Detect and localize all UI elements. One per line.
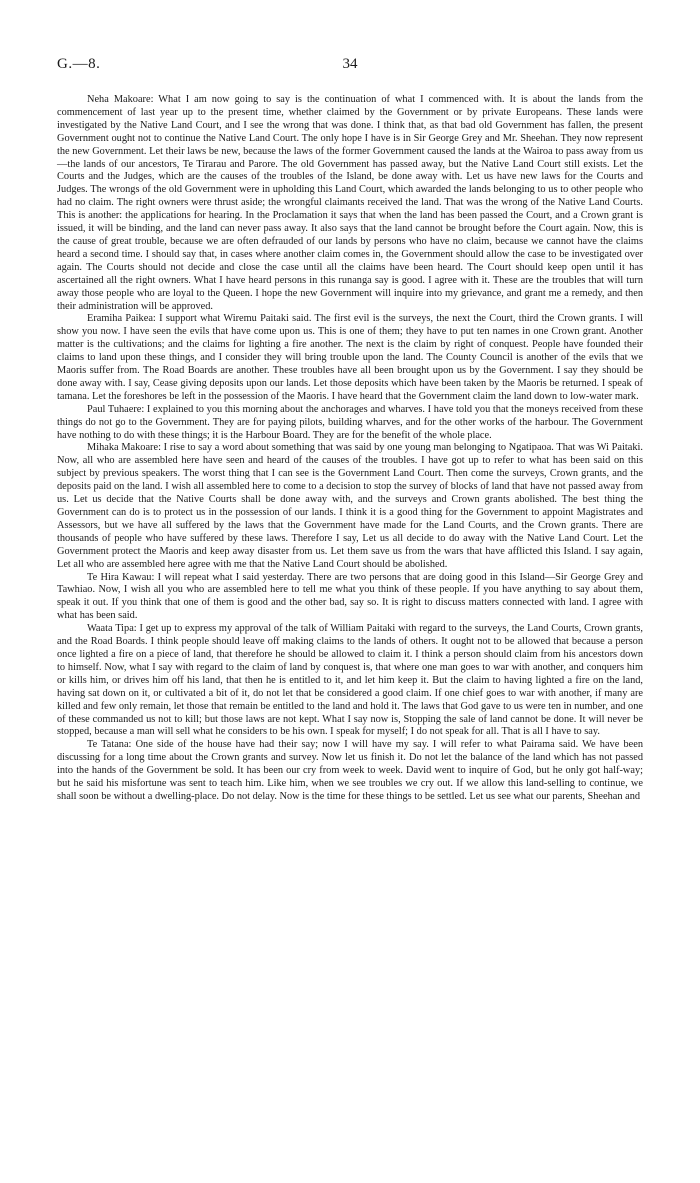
paragraph-neha-makoare: Neha Makoare: What I am now going to say is the continuation of what I commenced with. It is about the lands from the commencement of last year up to the present time, whether claimed by the Government or by private Europeans. These lands were investigated by the Native Land Court, and I see the wrong that was done. I think that, as that bad old Government has fallen, the present Government ought not to continue the Native Land Court. The only hope I have is in Sir George Grey and Mr. Sheehan. They now represent the new Government. Let their laws be new, because the laws of the former Government caused the lands at the Wairoa to pass away from us—the lands of our ancestors, Te Tirarau and Parore. The old Government has passed away, but the Native Land Court still exists. Let the Courts and the Judges, which are the causes of the troubles of the Island, be done away with. Let us have new laws for the Courts and Judges. The wrongs of the old Government were in upholding this Land Court, which awarded the lands belonging to us to other people who had no claim. The right owners were thrust aside; the wrongful claimants received the land. That was the wrong of the Native Land Courts. This is another: the applications for hearing. In the Proclamation it says that when the land has been passed the Court, and a Crown grant is issued, it will be binding, and the land can never pass away. It also says that the land cannot be brought before the Court again. Now, this is the cause of great trouble, because we are often defrauded of our lands by persons who have no claim, because we cannot have the claims heard a second time. I should say that, in cases where another claim comes in, the Government should allow the case to be investigated over again. The Courts should not decide and close the case until all the claims have been heard. The Court should keep open until it has ascertained all the right owners. What I have heard persons in this runanga say is good. I agree with it. These are the troubles that will turn away those people who are loyal to the Queen. I hope the new Government will inquire into my grievance, and grant me a remedy, and then their administration will be approved. [57,94,643,312]
paragraph-paul-tuhaere: Paul Tuhaere: I explained to you this morning about the anchorages and wharves. I have told you that the moneys received from these things do not go to the Government. They are for paying pilots, building wharves, and for the other works of the harbour. The Government have nothing to do with these things; it is the Harbour Board. They are for the benefit of the whole place. [57,403,643,441]
paragraph-mihaka-makoare: Mihaka Makoare: I rise to say a word about something that was said by one young man belonging to Ngatipaoa. That was Wi Paitaki. Now, all who are assembled here have seen and heard of the causes of the troubles. I have got up to refer to what has been said on this subject by previous speakers. The worst thing that I can see is the Government Land Court. Then come the surveys, Crown grants, and the deposits paid on the land. I wish all assembled here to come to a decision to stop the survey of blocks of land that have not passed away from us. Let us decide that the Native Courts shall be done away with, and the surveys and Crown grants abolished. The best thing the Government can do is to protect us in the possession of our lands. I think it is a good thing for the Government to appoint Magistrates and Assessors, but we have all suffered by the laws that the Government have made for the Land Courts, and the Crown grants. There are thousands of people who have suffered by these laws. Therefore I say, Let us all decide to do away with the Native Land Court. Let the Government protect the Maoris and keep away disaster from us. Let them save us from the wars that have afflicted this Island. I say again, Let all who are assembled here agree with me that the Native Land Court should be abolished. [57,442,643,570]
page-header [57,56,643,76]
document-body [57,94,643,804]
document-reference: G.—8. [57,56,101,72]
paragraph-eramiha-paikea: Eramiha Paikea: I support what Wiremu Paitaki said. The first evil is the surveys, the next the Court, third the Crown grants. I will show you now. I have seen the evils that have come upon us. This is one of them; they have to put ten names in one Crown grant. Another matter is the cultivations; and the claims for lighting a fire another. The next is the claim by right of conquest. People have founded their claims to land upon these things, and I consider they will bring trouble upon the land. The County Council is another of the evils that we Maoris suffer from. The Road Boards are another. These troubles have all been brought upon us by the Government. I say they should be done away with. I say, Cease giving deposits upon our lands. Let those deposits which have been taken by the Maoris be returned. I speak of tamana. Let the foreshores be left in the possession of the Maoris. I have heard that the Government claim the land down to low-water mark. [57,313,643,402]
paragraph-waata-tipa: Waata Tipa: I get up to express my approval of the talk of William Paitaki with regard to the surveys, the Land Courts, Crown grants, and the Road Boards. I think people should leave off making claims to the lands of others. It ought not to be allowed that because a person once lighted a fire on a piece of land, that therefore he should be allowed to claim it. I think a person should claim from his ancestors down to himself. Now, what I say with regard to the claim of land by conquest is, that where one man goes to war with another, and conquers him or kills him, or drives him off his land, that then he is entitled to it, and let him keep it. But the claim to having lighted a fire on the land, having sat down on it, or cultivated a bit of it, do not let that be considered a good claim. If one chief goes to war with another, if many are killed and few only remain, let those that remain be entitled to the land and hold it. The laws that God gave to us were ten in number, and one of these commanded us not to kill; but those laws are not kept. What I say now is, Stopping the sale of land cannot be done. It will never be stopped, because a man will sell what he considers to be his own. I speak for myself; I do not speak for all. That is all I have to say. [57,623,643,738]
paragraph-te-hira-kawau: Te Hira Kawau: I will repeat what I said yesterday. There are two persons that are doing good in this Island—Sir George Grey and Tawhiao. Now, I wish all you who are assembled here to tell me what you think of these people. If you have anything to say about them, speak it out. If you think that one of them is good and the other bad, say so. It is right to discuss matters connected with land. I agree with what has been said. [57,571,643,622]
paragraph-te-tatana: Te Tatana: One side of the house have had their say; now I will have my say. I will refer to what Pairama said. We have been discussing for a long time about the Crown grants and survey. Now let us finish it. Do not let the balance of the land which has not passed into the hands of the Government be sold. It has been our cry from week to week. David went to inquire of God, but he only got half-way; but he said his misfortune was sent to teach him. Like him, when we see troubles we cry out. If we allow this land-selling to continue, we shall soon be without a dwelling-place. Do not delay. Now is the time for these things to be settled. Let us see what our parents, Sheehan and [57,739,643,802]
page-number: 34 [342,56,358,72]
